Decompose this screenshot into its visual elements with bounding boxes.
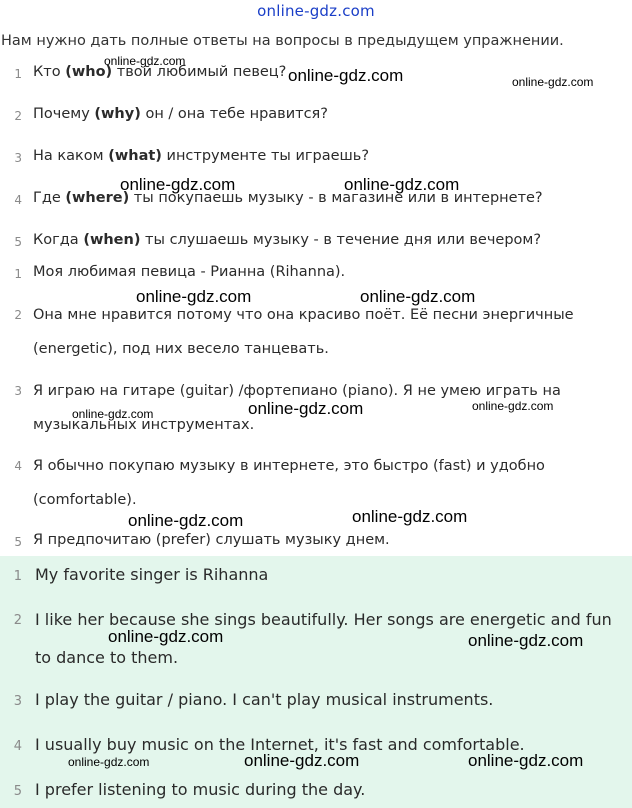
item-number: 5 bbox=[14, 235, 22, 249]
question-text: Почему (why) он / она тебе нравится? bbox=[33, 106, 328, 122]
answer-text: Я предпочитаю (prefer) слушать музыку днем. bbox=[33, 532, 390, 548]
watermark: online-gdz.com bbox=[352, 507, 468, 526]
watermark: online-gdz.com bbox=[244, 751, 360, 770]
answer-text: I like her because she sings beautifully. Her songs are energetic and fun to dance to them. bbox=[35, 610, 612, 667]
watermark: online-gdz.com bbox=[108, 627, 224, 646]
watermark: online-gdz.com bbox=[248, 399, 364, 418]
answer-text: I usually buy music on the Internet, it's fast and comfortable. bbox=[35, 735, 525, 754]
question-text: Когда (when) ты слушаешь музыку - в течение дня или вечером? bbox=[33, 232, 542, 248]
answer-text: My favorite singer is Rihanna bbox=[35, 565, 269, 584]
answer-text: Она мне нравится потому что она красиво поёт. Её песни энергичные (energetic), под них весело танцевать. bbox=[33, 307, 574, 357]
site-logo[interactable]: online-gdz.com bbox=[257, 2, 375, 20]
item-number: 3 bbox=[14, 384, 22, 398]
instruction-text: Нам нужно дать полные ответы на вопросы в предыдущем упражнении. bbox=[1, 33, 564, 49]
watermark: online-gdz.com bbox=[72, 407, 154, 421]
item-number: 2 bbox=[13, 613, 22, 628]
item-number: 3 bbox=[14, 151, 22, 165]
watermark: online-gdz.com bbox=[344, 175, 460, 194]
answer-text: Я обычно покупаю музыку в интернете, это быстро (fast) и удобно (comfortable). bbox=[33, 458, 545, 508]
item-number: 4 bbox=[14, 459, 22, 473]
item-number: 2 bbox=[14, 109, 22, 123]
question-text: Где (where) ты покупаешь музыку - в магазине или в интернете? bbox=[33, 190, 543, 206]
question-text: На каком (what) инструменте ты играешь? bbox=[33, 148, 370, 164]
watermark: online-gdz.com bbox=[512, 75, 594, 89]
question-text: Кто (who) твой любимый певец? bbox=[33, 64, 287, 80]
item-number: 1 bbox=[14, 267, 22, 281]
item-number: 4 bbox=[13, 739, 22, 754]
item-number: 4 bbox=[14, 193, 22, 207]
item-number: 5 bbox=[14, 535, 22, 549]
item-number: 5 bbox=[13, 784, 22, 799]
item-number: 1 bbox=[13, 569, 22, 584]
watermark: online-gdz.com bbox=[68, 755, 150, 769]
watermark: online-gdz.com bbox=[468, 751, 584, 770]
watermark: online-gdz.com bbox=[128, 511, 244, 530]
item-number: 1 bbox=[14, 67, 22, 81]
watermark: online-gdz.com bbox=[120, 175, 236, 194]
item-number: 2 bbox=[14, 308, 22, 322]
watermark: online-gdz.com bbox=[360, 287, 476, 306]
answer-text: Я играю на гитаре (guitar) /фортепиано (piano). Я не умею играть на музыкальных инструментах. bbox=[33, 383, 561, 433]
watermark: online-gdz.com bbox=[288, 66, 404, 85]
watermark: online-gdz.com bbox=[472, 399, 554, 413]
item-number: 3 bbox=[13, 694, 22, 709]
watermark: online-gdz.com bbox=[104, 54, 186, 68]
answer-text: I play the guitar / piano. I can't play musical instruments. bbox=[35, 690, 494, 709]
watermark: online-gdz.com bbox=[468, 631, 584, 650]
watermark: online-gdz.com bbox=[136, 287, 252, 306]
answer-text: Моя любимая певица - Рианна (Rihanna). bbox=[33, 264, 346, 280]
answer-text: I prefer listening to music during the day. bbox=[35, 780, 366, 799]
